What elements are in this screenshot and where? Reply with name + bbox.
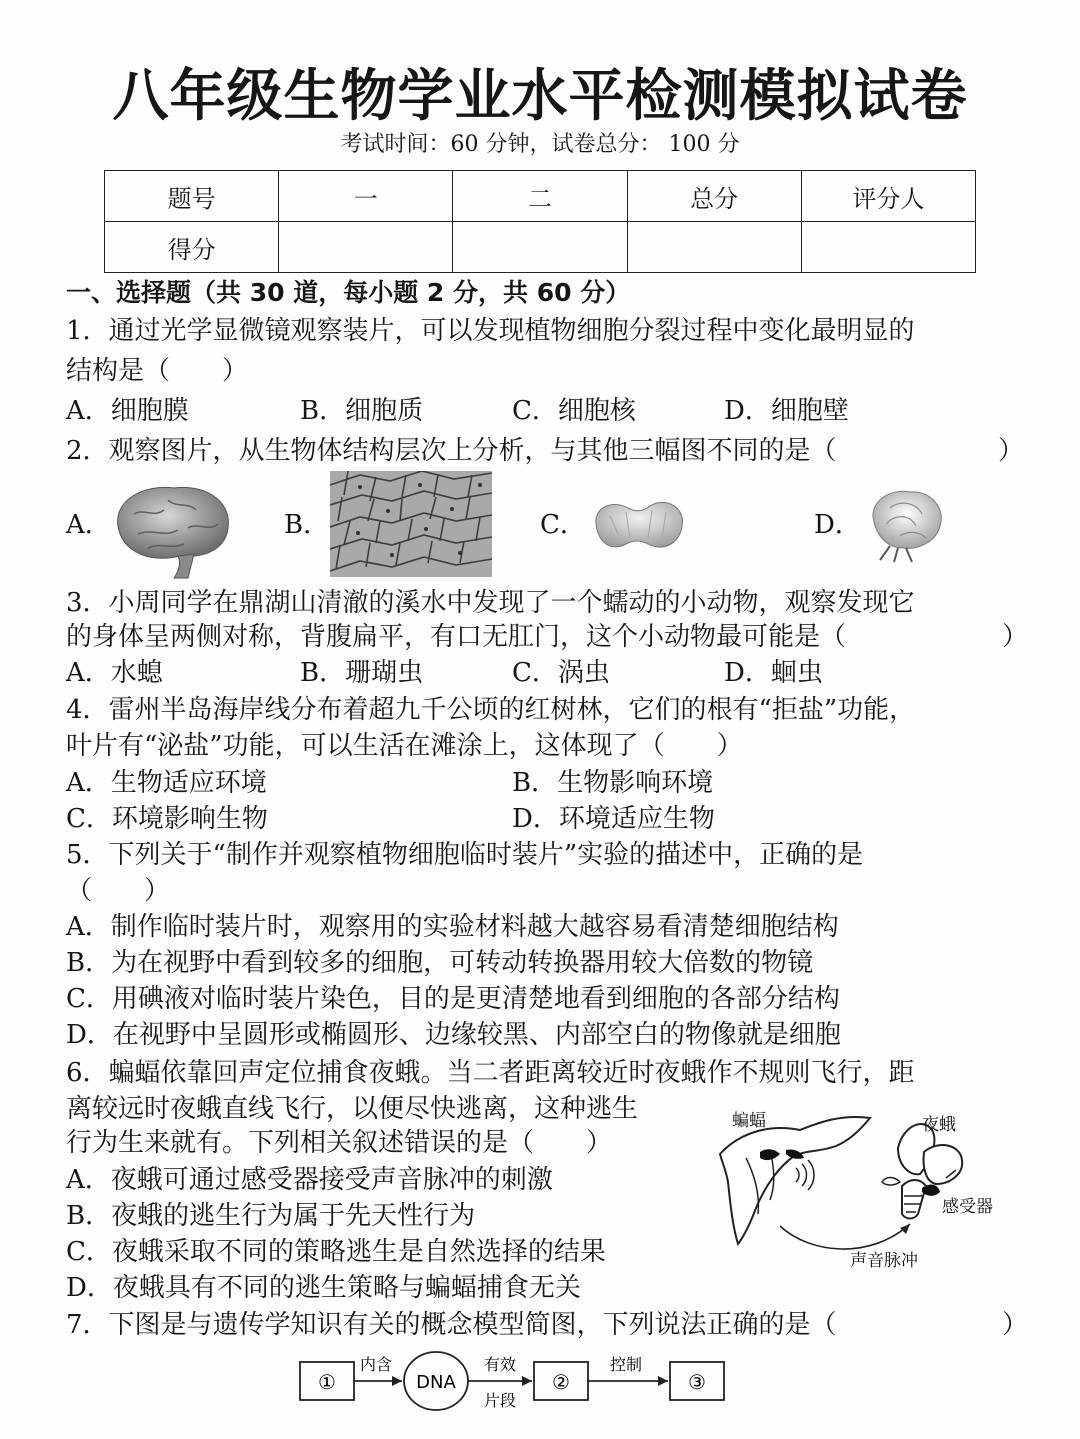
- question-3-stem: 3．小周同学在鼎湖山清澈的溪水中发现了一个蠕动的小动物，观察发现它: [66, 588, 915, 618]
- score-header-cell: 评分人: [801, 171, 975, 222]
- question-3-stem-cont: 的身体呈两侧对称，背腹扁平，有口无肛门，这个小动物最可能是（: [66, 622, 847, 652]
- pulse-label: 声音脉冲: [850, 1251, 918, 1271]
- q3-option-c[interactable]: C．涡虫: [512, 658, 610, 688]
- q2-option-a[interactable]: A．: [66, 510, 111, 540]
- question-5-stem: 5．下列关于“制作并观察植物细胞临时装片”实验的描述中，正确的是: [66, 840, 864, 870]
- page-title: 八年级生物学业水平检测模拟试卷: [112, 64, 968, 129]
- question-5-stem-cont: （ ）: [66, 876, 171, 906]
- question-6-stem-cont2: 行为生来就有。下列相关叙述错误的是（ ）: [66, 1128, 613, 1158]
- answer-paren: ）: [1002, 1310, 1029, 1340]
- q2-option-c[interactable]: C．: [540, 510, 586, 540]
- question-6-stem-cont: 离较远时夜蛾直线飞行，以便尽快逃离，这种逃生: [66, 1094, 639, 1124]
- peanut-image: [590, 494, 688, 556]
- question-6-stem: 6．蝙蝠依靠回声定位捕食夜蛾。当二者距离较近时夜蛾作不规则飞行，距: [66, 1058, 915, 1088]
- score-cell[interactable]: [279, 222, 453, 273]
- concept-box-1-label: ①: [318, 1370, 336, 1394]
- question-7-stem: 7．下图是与遗传学知识有关的概念模型简图，下列说法正确的是（: [66, 1310, 837, 1340]
- q5-option-d[interactable]: D．在视野中呈圆形或椭圆形、边缘较黑、内部空白的物像就是细胞: [66, 1020, 841, 1050]
- brain-image: [108, 478, 238, 580]
- arrow-3-label: 控制: [609, 1355, 643, 1374]
- q3-option-d[interactable]: D．蛔虫: [724, 658, 823, 688]
- score-header-cell: 一: [279, 171, 453, 222]
- score-table: [104, 170, 976, 273]
- question-4-stem-cont: 叶片有“泌盐”功能，可以生活在滩涂上，这体现了（ ）: [66, 731, 743, 761]
- question-1-stem: 1．通过光学显微镜观察装片，可以发现植物细胞分裂过程中变化最明显的: [66, 316, 915, 346]
- arrow-2-top-label: 有效: [483, 1355, 517, 1374]
- q1-option-b[interactable]: B．细胞质: [300, 396, 424, 426]
- genetics-concept-diagram: [296, 1346, 726, 1428]
- bat-label: 蝙蝠: [732, 1111, 766, 1131]
- question-4-stem: 4．雷州半岛海岸线分布着超九千公顷的红树林，它们的根有“拒盐”功能，: [66, 695, 916, 725]
- sound-wave-icon: [796, 1160, 814, 1190]
- q1-option-a[interactable]: A．细胞膜: [66, 396, 189, 426]
- pulse-arrowhead: [900, 1224, 910, 1234]
- score-cell[interactable]: [801, 222, 975, 273]
- score-table-header-row: [105, 171, 976, 222]
- pulse-arrow: [780, 1224, 910, 1249]
- answer-paren: ）: [1002, 622, 1029, 652]
- receptor-label: 感受器: [942, 1197, 993, 1217]
- concept-box-2-label: ②: [552, 1370, 570, 1394]
- score-row-label: 得分: [105, 222, 279, 273]
- arrowhead-1: [392, 1376, 402, 1386]
- arrow-2-bottom-label: 片段: [483, 1391, 517, 1410]
- q3-option-b[interactable]: B．珊瑚虫: [300, 658, 424, 688]
- moth-label: 夜蛾: [922, 1115, 956, 1135]
- q5-option-b[interactable]: B．为在视野中看到较多的细胞，可转动转换器用较大倍数的物镜: [66, 948, 814, 978]
- score-header-cell: 二: [453, 171, 627, 222]
- onion-cells-image: [330, 471, 492, 577]
- q5-option-c[interactable]: C．用碘液对临时装片染色，目的是更清楚地看到细胞的各部分结构: [66, 984, 840, 1014]
- bat-drawing: [720, 1117, 870, 1244]
- q4-option-d[interactable]: D．环境适应生物: [512, 804, 715, 834]
- q1-option-d[interactable]: D．细胞壁: [724, 396, 849, 426]
- q4-option-b[interactable]: B．生物影响环境: [512, 768, 714, 798]
- q4-option-c[interactable]: C．环境影响生物: [66, 804, 268, 834]
- q6-option-d[interactable]: D．夜蛾具有不同的逃生策略与蝙蝠捕食无关: [66, 1273, 581, 1303]
- score-header-cell: 总分: [627, 171, 801, 222]
- score-cell[interactable]: [453, 222, 627, 273]
- arrowhead-2: [522, 1376, 532, 1386]
- section-heading: 一、选择题（共 30 道，每小题 2 分，共 60 分）: [66, 278, 631, 307]
- dna-label: DNA: [416, 1372, 456, 1393]
- bat-moth-figure: [710, 1104, 1020, 1284]
- score-cell[interactable]: [627, 222, 801, 273]
- concept-box-3-label: ③: [688, 1370, 706, 1394]
- q4-option-a[interactable]: A．生物适应环境: [66, 768, 267, 798]
- q2-option-d[interactable]: D．: [814, 510, 861, 540]
- score-header-cell: 题号: [105, 171, 279, 222]
- question-1-stem-cont: 结构是（ ）: [66, 356, 249, 386]
- q2-option-b[interactable]: B．: [284, 510, 330, 540]
- arrow-1-label: 内含: [359, 1355, 393, 1374]
- answer-paren: ）: [998, 436, 1025, 466]
- q6-option-a[interactable]: A．夜蛾可通过感受器接受声音脉冲的刺激: [66, 1165, 553, 1195]
- q5-option-a[interactable]: A．制作临时装片时，观察用的实验材料越大越容易看清楚细胞结构: [66, 912, 839, 942]
- question-2-stem: 2．观察图片，从生物体结构层次上分析，与其他三幅图不同的是（: [66, 436, 837, 466]
- arrowhead-3: [658, 1376, 668, 1386]
- q3-option-a[interactable]: A．水螅: [66, 658, 163, 688]
- rose-image: [860, 486, 948, 564]
- exam-info: 考试时间：60 分钟，试卷总分： 100 分: [340, 132, 740, 157]
- q6-option-b[interactable]: B．夜蛾的逃生行为属于先天性行为: [66, 1201, 476, 1231]
- q1-option-c[interactable]: C．细胞核: [512, 396, 636, 426]
- q6-option-c[interactable]: C．夜蛾采取不同的策略逃生是自然选择的结果: [66, 1237, 606, 1267]
- score-table-score-row: [105, 222, 976, 273]
